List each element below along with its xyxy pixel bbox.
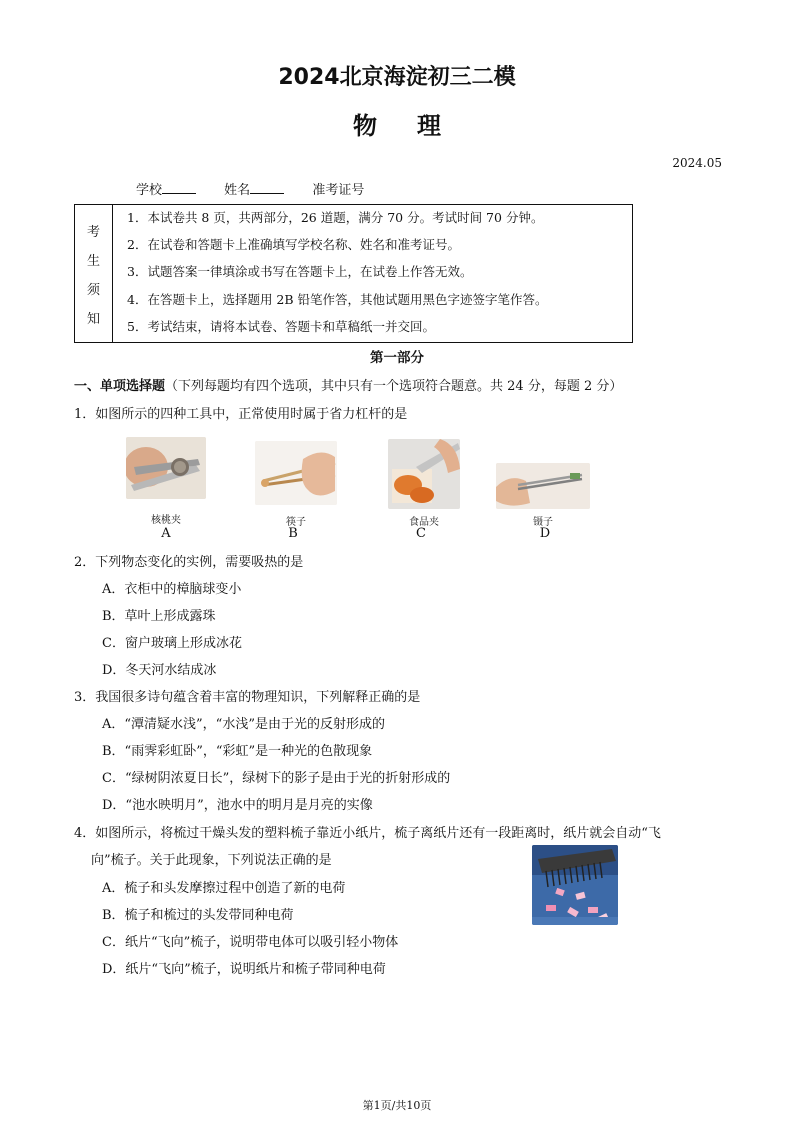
notice-label-char: 生 — [86, 253, 100, 269]
id-label: 准考证号 — [312, 183, 365, 198]
option-letter-d: D — [539, 526, 551, 541]
exam-date: 2024.05 — [672, 156, 722, 170]
question-3-option: B．“雨霁彩虹卧”，“彩虹”是一种光的色散现象 — [102, 744, 373, 759]
student-info-row — [136, 179, 388, 198]
question-2-option: A．衣柜中的樟脑球变小 — [102, 582, 242, 597]
option-letter-b: B — [288, 526, 298, 541]
part-title: 第一部分 — [370, 350, 424, 366]
question-2-option: B．草叶上形成露珠 — [102, 609, 216, 624]
question-3-option: C．“绿树阴浓夏日长”，绿树下的影子是由于光的折射形成的 — [102, 771, 451, 786]
question-4-option: A．梳子和头发摩擦过程中创造了新的电荷 — [102, 881, 346, 896]
page-footer: 第1页/共10页 — [362, 1099, 432, 1112]
section-heading — [74, 375, 622, 394]
name-field — [224, 183, 284, 198]
name-label: 姓名 — [224, 183, 251, 198]
notice-items — [127, 207, 548, 343]
question-4-stem-line2: 向”梳子。关于此现象，下列说法正确的是 — [91, 853, 332, 868]
notice-label — [75, 205, 113, 342]
notice-label-char: 考 — [86, 224, 100, 240]
name-blank — [250, 182, 284, 194]
school-blank — [162, 182, 196, 194]
school-field — [136, 183, 196, 198]
exam-notice-box — [74, 204, 633, 343]
question-4-option: B．梳子和梳过的头发带同种电荷 — [102, 908, 294, 923]
chopsticks-image — [255, 441, 337, 505]
question-4-stem-line1: 4．如图所示，将梳过干燥头发的塑料梳子靠近小纸片，梳子离纸片还有一段距离时，纸片就会自动“飞 — [74, 826, 661, 841]
school-label: 学校 — [136, 183, 163, 198]
question-4-option: D．纸片“飞向”梳子，说明纸片和梳子带同种电荷 — [102, 962, 386, 977]
notice-item: 5．考试结束，请将本试卷、答题卡和草稿纸一并交回。 — [127, 318, 435, 334]
question-2-option: D．冬天河水结成冰 — [102, 663, 217, 678]
image-caption-a: 核桃夹 — [151, 515, 181, 526]
notice-item: 3．试题答案一律填涂或书写在答题卡上，在试卷上作答无效。 — [127, 264, 473, 280]
question-3-option: A．“潭清疑水浅”，“水浅”是由于光的反射形成的 — [102, 717, 385, 732]
section-description: （下列每题均有四个选项，其中只有一个选项符合题意。共 24 分，每题 2 分） — [165, 379, 623, 394]
option-letter-c: C — [416, 526, 426, 541]
image-caption-b: 筷子 — [286, 517, 306, 528]
tweezers-image — [496, 463, 590, 509]
section-heading-label: 一、单项选择题 — [74, 379, 166, 394]
food-tongs-image — [388, 439, 460, 509]
comb-paper-image — [532, 845, 618, 925]
subject-title: 物理 — [353, 112, 481, 140]
notice-label-char: 知 — [86, 311, 100, 327]
question-2-option: C．窗户玻璃上形成冰花 — [102, 636, 242, 651]
question-3-stem: 3．我国很多诗句蕴含着丰富的物理知识，下列解释正确的是 — [74, 690, 421, 705]
question-3-option: D．“池水映明月”，池水中的明月是月亮的实像 — [102, 798, 373, 813]
option-letter-a: A — [161, 526, 171, 541]
question-1-stem: 1．如图所示的四种工具中，正常使用时属于省力杠杆的是 — [74, 407, 408, 422]
question-2-stem: 2．下列物态变化的实例，需要吸热的是 — [74, 555, 304, 570]
nutcracker-image — [126, 437, 206, 499]
notice-item: 1．本试卷共 8 页，共两部分，26 道题，满分 70 分。考试时间 70 分钟。 — [127, 210, 544, 225]
question-4-option: C．纸片“飞向”梳子，说明带电体可以吸引轻小物体 — [102, 935, 399, 950]
image-caption-c: 食品夹 — [409, 517, 439, 528]
image-caption-d: 镊子 — [533, 517, 553, 528]
page-title: 2024北京海淀初三二模 — [278, 65, 516, 90]
notice-label-char: 须 — [86, 282, 100, 298]
notice-item: 4．在答题卡上，选择题用 2B 铅笔作答，其他试题用黑色字迹签字笔作答。 — [127, 291, 548, 307]
notice-item: 2．在试卷和答题卡上准确填写学校名称、姓名和准考证号。 — [127, 237, 460, 253]
